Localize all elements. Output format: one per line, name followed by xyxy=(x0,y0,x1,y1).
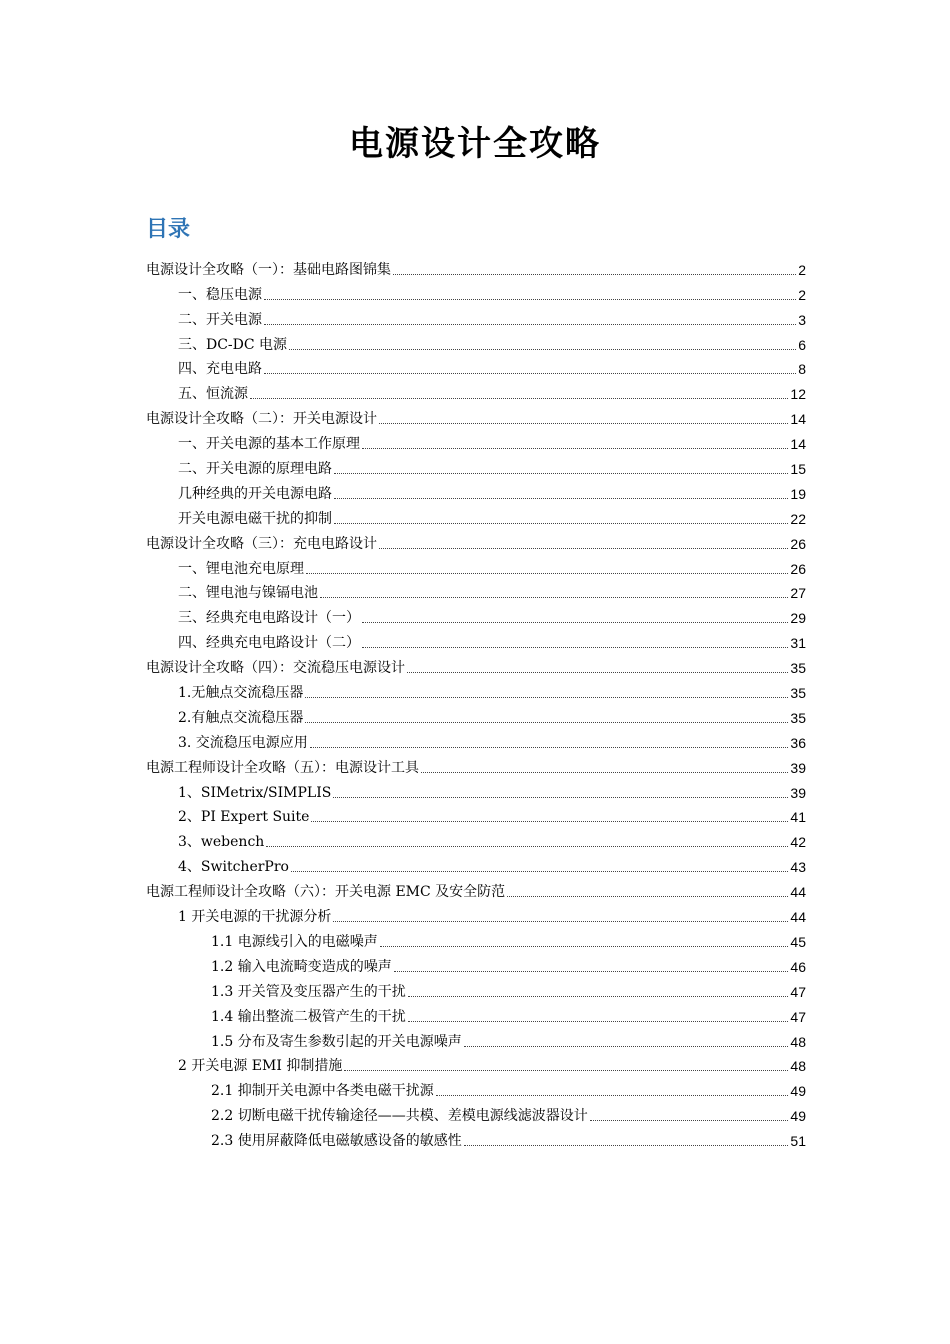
toc-entry-title: 1.无触点交流稳压器 xyxy=(178,685,304,702)
toc-entry[interactable] xyxy=(0,354,806,379)
toc-entry[interactable] xyxy=(0,503,806,528)
toc-page-number: 49 xyxy=(790,1108,806,1125)
document-title: 电源设计全攻略 xyxy=(349,124,601,164)
toc-entry[interactable] xyxy=(0,478,806,503)
toc-page-number: 3 xyxy=(798,311,806,328)
toc-page-number: 29 xyxy=(790,610,806,627)
toc-dot-leader xyxy=(436,1094,789,1096)
toc-entry-title: 电源设计全攻略（一）：基础电路图锦集 xyxy=(146,261,391,278)
toc-entry-title: 二、锂电池与镍镉电池 xyxy=(178,585,318,602)
toc-page-number: 49 xyxy=(790,1083,806,1100)
toc-page-number: 42 xyxy=(790,834,806,851)
toc-dot-leader xyxy=(394,970,789,972)
toc-dot-leader xyxy=(311,820,788,822)
toc-entry-title: 2.1 抑制开关电源中各类电磁干扰源 xyxy=(211,1083,434,1100)
toc-dot-leader xyxy=(407,671,788,673)
toc-dot-leader xyxy=(305,696,788,698)
toc-entry-title: 电源工程师设计全攻略（五）：电源设计工具 xyxy=(146,759,419,776)
toc-entry[interactable] xyxy=(0,652,806,677)
toc-entry[interactable] xyxy=(0,578,806,603)
toc-dot-leader xyxy=(291,870,788,872)
toc-entry-title: 2.有触点交流稳压器 xyxy=(178,709,304,726)
toc-entry-title: 1 开关电源的干扰源分析 xyxy=(178,909,332,926)
toc-dot-leader xyxy=(306,572,788,574)
toc-page-number: 48 xyxy=(790,1058,806,1075)
toc-entry[interactable] xyxy=(0,453,806,478)
toc-entry-title: 四、经典充电电路设计（二） xyxy=(178,635,360,652)
toc-dot-leader xyxy=(310,746,789,748)
toc-entry-title: 1.2 输入电流畸变造成的噪声 xyxy=(211,958,392,975)
toc-page-number: 26 xyxy=(790,560,806,577)
toc-entry[interactable] xyxy=(0,752,806,777)
toc-dot-leader xyxy=(250,397,788,399)
toc-dot-leader xyxy=(393,273,796,275)
toc-dot-leader xyxy=(464,1045,789,1047)
toc-entry[interactable] xyxy=(0,378,806,403)
toc-entry-title: 四、充电电路 xyxy=(178,361,262,378)
toc-entry-title: 2.3 使用屏蔽降低电磁敏感设备的敏感性 xyxy=(211,1133,462,1150)
toc-page-number: 35 xyxy=(790,709,806,726)
toc-entry-title: 2 开关电源 EMI 抑制措施 xyxy=(178,1058,343,1075)
toc-dot-leader xyxy=(464,1144,789,1146)
toc-entry-title: 1.1 电源线引入的电磁噪声 xyxy=(211,933,378,950)
toc-entry[interactable] xyxy=(0,528,806,553)
toc-entry[interactable] xyxy=(0,254,806,279)
toc-page-number: 8 xyxy=(798,361,806,378)
toc-page-number: 31 xyxy=(790,635,806,652)
toc-page-number: 19 xyxy=(790,485,806,502)
toc-entry[interactable] xyxy=(0,802,806,827)
toc-entry[interactable] xyxy=(0,279,806,304)
toc-entry[interactable] xyxy=(0,627,806,652)
toc-page-number: 26 xyxy=(790,535,806,552)
toc-entry-title: 1.5 分布及寄生参数引起的开关电源噪声 xyxy=(211,1033,462,1050)
toc-page-number: 43 xyxy=(790,859,806,876)
toc-entry[interactable] xyxy=(0,428,806,453)
toc-dot-leader xyxy=(379,547,788,549)
toc-entry-title: 几种经典的开关电源电路 xyxy=(178,485,332,502)
toc-page-number: 45 xyxy=(790,933,806,950)
toc-entry[interactable] xyxy=(0,1075,806,1100)
toc-entry-title: 1、SIMetrix/SIMPLIS xyxy=(178,784,332,801)
toc-page-number: 44 xyxy=(790,909,806,926)
toc-page-number: 47 xyxy=(790,1008,806,1025)
toc-page-number: 22 xyxy=(790,510,806,527)
toc-page-number: 2 xyxy=(798,261,806,278)
toc-dot-leader xyxy=(305,721,788,723)
toc-page-number: 39 xyxy=(790,784,806,801)
toc-entry[interactable] xyxy=(0,926,806,951)
toc-entry[interactable] xyxy=(0,553,806,578)
toc-entry-title: 4、SwitcherPro xyxy=(178,859,289,876)
toc-entry[interactable] xyxy=(0,951,806,976)
toc-entry-title: 3. 交流稳压电源应用 xyxy=(178,734,308,751)
toc-entry[interactable] xyxy=(0,304,806,329)
table-of-contents xyxy=(0,254,950,1150)
toc-dot-leader xyxy=(320,596,788,598)
toc-entry[interactable] xyxy=(0,901,806,926)
toc-page-number: 14 xyxy=(790,436,806,453)
toc-page-number: 14 xyxy=(790,411,806,428)
toc-entry-title: 一、稳压电源 xyxy=(178,286,262,303)
toc-page-number: 46 xyxy=(790,958,806,975)
toc-entry-title: 一、开关电源的基本工作原理 xyxy=(178,436,360,453)
toc-dot-leader xyxy=(264,298,796,300)
toc-heading: 目录 xyxy=(146,217,191,242)
toc-page-number: 15 xyxy=(790,461,806,478)
toc-dot-leader xyxy=(266,845,788,847)
toc-page-number: 2 xyxy=(798,286,806,303)
toc-dot-leader xyxy=(333,796,788,798)
toc-dot-leader xyxy=(379,422,788,424)
toc-entry-title: 电源设计全攻略（二）：开关电源设计 xyxy=(146,411,377,428)
toc-entry-title: 电源设计全攻略（四）：交流稳压电源设计 xyxy=(146,660,405,677)
toc-dot-leader xyxy=(362,447,788,449)
toc-dot-leader xyxy=(289,348,796,350)
toc-page-number: 35 xyxy=(790,685,806,702)
toc-dot-leader xyxy=(408,995,789,997)
toc-entry-title: 一、锂电池充电原理 xyxy=(178,560,304,577)
toc-page-number: 27 xyxy=(790,585,806,602)
toc-entry-title: 五、恒流源 xyxy=(178,386,248,403)
toc-entry[interactable] xyxy=(0,403,806,428)
toc-dot-leader xyxy=(344,1069,788,1071)
toc-page-number: 35 xyxy=(790,660,806,677)
toc-entry-title: 2、PI Expert Suite xyxy=(178,809,310,826)
toc-page-number: 39 xyxy=(790,759,806,776)
toc-dot-leader xyxy=(590,1119,789,1121)
toc-entry[interactable] xyxy=(0,702,806,727)
toc-dot-leader xyxy=(333,920,788,922)
toc-dot-leader xyxy=(334,497,788,499)
toc-entry[interactable] xyxy=(0,976,806,1001)
toc-dot-leader xyxy=(408,1020,789,1022)
toc-dot-leader xyxy=(334,522,788,524)
toc-entry[interactable] xyxy=(0,677,806,702)
toc-entry-title: 电源设计全攻略（三）：充电电路设计 xyxy=(146,535,377,552)
toc-page-number: 48 xyxy=(790,1033,806,1050)
toc-entry[interactable] xyxy=(0,1100,806,1125)
toc-dot-leader xyxy=(421,771,788,773)
toc-page-number: 44 xyxy=(790,884,806,901)
toc-dot-leader xyxy=(362,621,788,623)
toc-entry[interactable] xyxy=(0,1051,806,1076)
toc-entry[interactable] xyxy=(0,777,806,802)
toc-dot-leader xyxy=(362,646,788,648)
toc-entry-title: 三、经典充电电路设计（一） xyxy=(178,610,360,627)
toc-dot-leader xyxy=(380,945,789,947)
toc-dot-leader xyxy=(264,323,796,325)
toc-entry[interactable] xyxy=(0,876,806,901)
toc-dot-leader xyxy=(507,895,788,897)
toc-dot-leader xyxy=(334,472,788,474)
toc-page-number: 36 xyxy=(790,734,806,751)
toc-dot-leader xyxy=(264,372,796,374)
toc-page-number: 47 xyxy=(790,983,806,1000)
toc-entry-title: 电源工程师设计全攻略（六）：开关电源 EMC 及安全防范 xyxy=(146,884,506,901)
toc-page-number: 51 xyxy=(790,1133,806,1150)
toc-entry[interactable] xyxy=(0,1125,806,1150)
toc-entry-title: 1.3 开关管及变压器产生的干扰 xyxy=(211,983,406,1000)
toc-entry[interactable] xyxy=(0,727,806,752)
toc-entry-title: 2.2 切断电磁干扰传输途径——共模、差模电源线滤波器设计 xyxy=(211,1108,588,1125)
toc-entry[interactable] xyxy=(0,1001,806,1026)
toc-page-number: 12 xyxy=(790,386,806,403)
toc-page-number: 41 xyxy=(790,809,806,826)
toc-entry-title: 1.4 输出整流二极管产生的干扰 xyxy=(211,1008,406,1025)
toc-entry-title: 开关电源电磁干扰的抑制 xyxy=(178,510,332,527)
toc-entry[interactable] xyxy=(0,851,806,876)
toc-entry[interactable] xyxy=(0,826,806,851)
toc-entry-title: 3、webench xyxy=(178,834,265,851)
toc-entry[interactable] xyxy=(0,602,806,627)
toc-entry[interactable] xyxy=(0,1026,806,1051)
toc-entry-title: 二、开关电源的原理电路 xyxy=(178,461,332,478)
toc-page-number: 6 xyxy=(798,336,806,353)
toc-entry[interactable] xyxy=(0,329,806,354)
toc-entry-title: 三、DC-DC 电源 xyxy=(178,336,288,353)
toc-entry-title: 二、开关电源 xyxy=(178,311,262,328)
